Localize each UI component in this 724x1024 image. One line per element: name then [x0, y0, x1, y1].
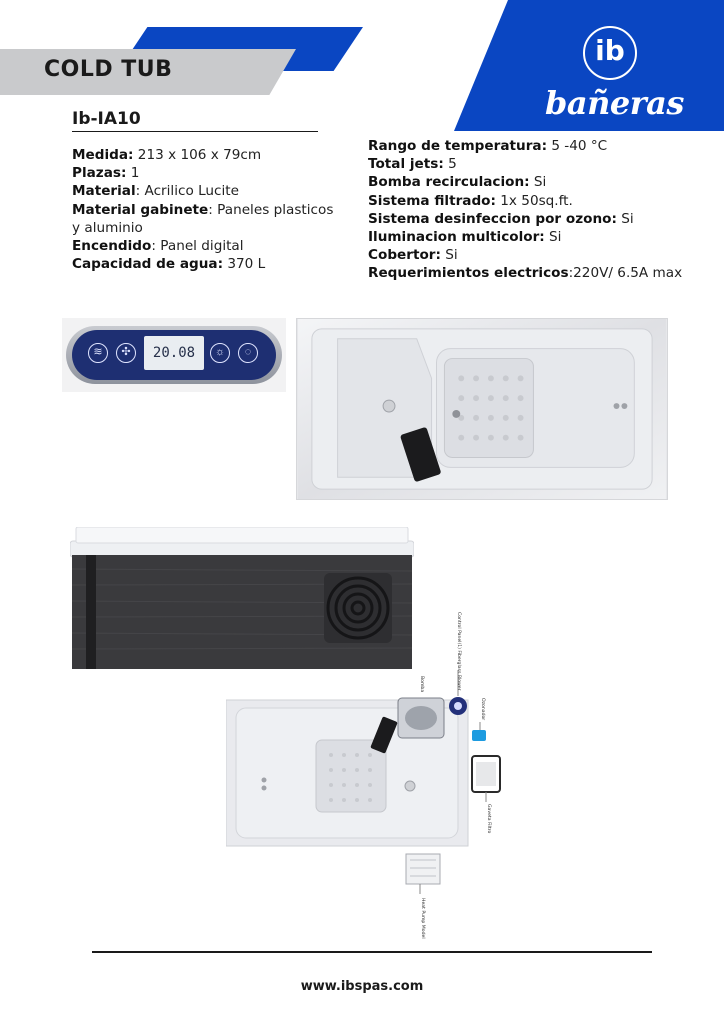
page-title: COLD TUB — [44, 57, 173, 82]
power-icon: ◌ — [238, 343, 258, 363]
spec-row: Rango de temperatura: 5 -40 °C — [368, 138, 608, 154]
specs-left — [72, 146, 342, 273]
spec-row: Sistema filtrado: 1x 50sq.ft. — [368, 192, 573, 209]
logo-mark: ib — [595, 34, 625, 67]
control-panel-display: 20.08 — [144, 336, 204, 370]
jets-icon: ≋ — [88, 343, 108, 363]
fan-icon: ✣ — [116, 343, 136, 363]
spec-row: Plazas: 1 — [72, 165, 140, 182]
diagram-label: Gaveta Filtro — [486, 804, 491, 834]
spec-row: Medida: 213 x 106 x 79cm — [72, 147, 262, 163]
spec-row: Total jets: 5 — [368, 156, 457, 173]
spec-row: Material gabinete: Paneles plasticos y aluminio — [72, 201, 334, 236]
tub-top-view-image — [296, 318, 668, 500]
specs-right — [368, 137, 708, 283]
footer-divider — [92, 951, 652, 953]
diagram-label: Bomba — [419, 676, 424, 693]
spec-row: Material: Acrilico Lucite — [72, 183, 239, 200]
spec-row: Encendido: Panel digital — [72, 238, 244, 255]
spec-row: Capacidad de agua: 370 L — [72, 256, 266, 273]
brand-logo — [545, 26, 684, 126]
control-panel-image — [62, 318, 286, 392]
spec-row: Requerimientos electricos:220V/ 6.5A max — [368, 265, 683, 282]
footer-url[interactable]: www.ibspas.com — [300, 979, 424, 994]
diagram-label: Ozonador — [480, 698, 485, 721]
model-divider — [72, 131, 318, 132]
spec-row: Bomba recirculacion: Si — [368, 174, 547, 191]
spec-row: Sistema desinfeccion por ozono: Si — [368, 210, 634, 227]
diagram-label: Control Panel(1) Fiberglass Blower — [456, 612, 461, 691]
installation-diagram — [226, 600, 516, 945]
spec-row: Cobertor: Si — [368, 247, 458, 264]
model-name: Ib-IA10 — [72, 109, 141, 129]
light-icon: ☼ — [210, 343, 230, 363]
diagram-label: Heat Pump Model — [420, 898, 425, 939]
spec-row: Iluminacion multicolor: Si — [368, 229, 562, 246]
logo-wordmark: bañeras — [545, 84, 684, 122]
